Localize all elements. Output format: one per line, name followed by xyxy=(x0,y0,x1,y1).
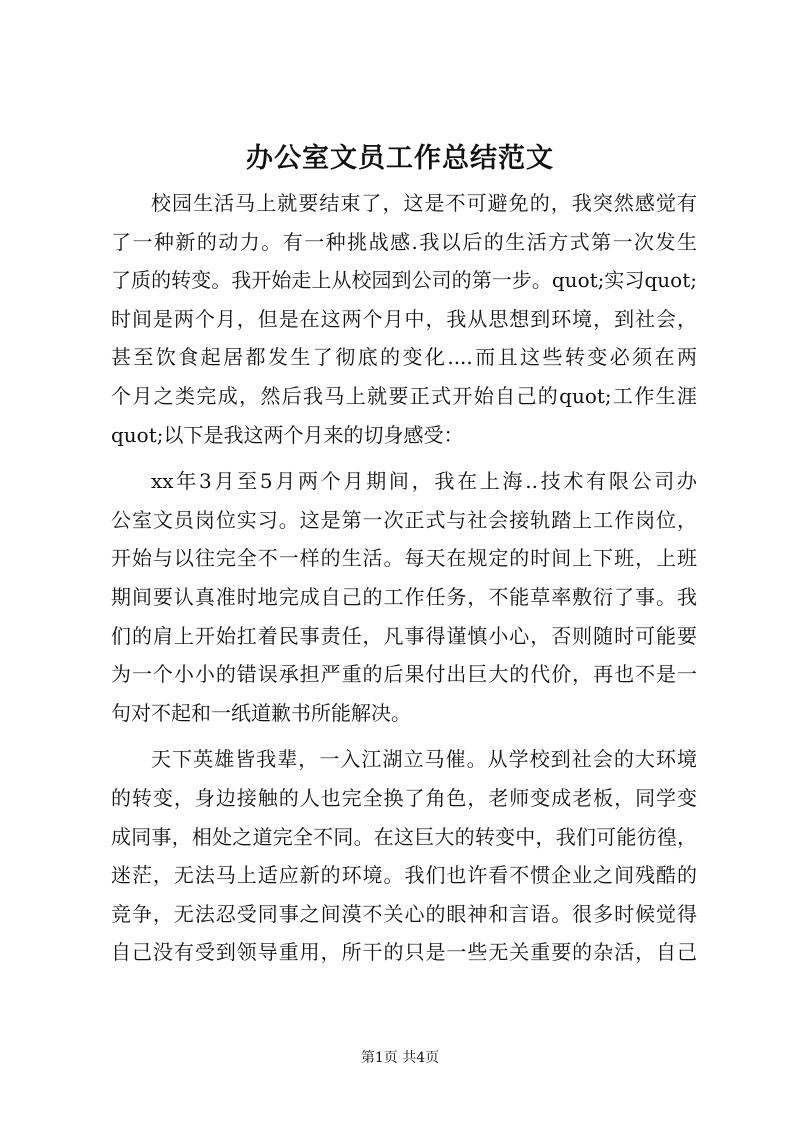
text-line: 的转变，身边接触的人也完全换了角色，老师变成老板，同学变 xyxy=(111,785,697,810)
paragraph-gap xyxy=(111,454,697,462)
paragraph xyxy=(111,462,697,732)
text-line: 为一个小小的错误承担严重的后果付出巨大的代价，再也不是一 xyxy=(111,662,697,687)
paragraph xyxy=(111,184,697,454)
text-line: 竞争，无法忍受同事之间漠不关心的眼神和言语。很多时候觉得 xyxy=(111,901,697,926)
text-line: 开始与以往完全不一样的生活。每天在规定的时间上下班，上班 xyxy=(111,546,697,571)
text-line: 期间要认真准时地完成自己的工作任务，不能草率敷衍了事。我 xyxy=(111,584,697,609)
text-line: quot;以下是我这两个月来的切身感受： xyxy=(111,422,464,447)
text-line: 迷茫，无法马上适应新的环境。我们也许看不惯企业之间残酷的 xyxy=(111,863,697,888)
text-line: 成同事，相处之道完全不同。在这巨大的转变中，我们可能彷徨， xyxy=(111,824,697,849)
text-line: 甚至饮食起居都发生了彻底的变化....而且这些转变必须在两 xyxy=(111,345,697,370)
text-line: 自己没有受到领导重用，所干的只是一些无关重要的杂活，自己 xyxy=(111,940,697,965)
text-line: 句对不起和一纸道歉书所能解决。 xyxy=(111,700,411,725)
text-line: 天下英雄皆我辈，一入江湖立马催。从学校到社会的大环境 xyxy=(151,747,697,772)
text-line: 校园生活马上就要结束了，这是不可避免的，我突然感觉有 xyxy=(151,191,697,215)
text-line: 了一种新的动力。有一种挑战感.我以后的生活方式第一次发生 xyxy=(111,229,697,254)
paragraph xyxy=(111,740,697,972)
document-body xyxy=(111,184,697,972)
text-line: 公室文员岗位实习。这是第一次正式与社会接轨踏上工作岗位， xyxy=(111,507,697,532)
text-line: 们的肩上开始扛着民事责任，凡事得谨慎小心，否则随时可能要 xyxy=(111,623,697,648)
document-title: 办公室文员工作总结范文 xyxy=(246,143,554,174)
text-line: 了质的转变。我开始走上从校园到公司的第一步。quot;实习quot; xyxy=(111,268,697,293)
text-line: xx年3月至5月两个月期间，我在上海..技术有限公司办 xyxy=(151,469,697,494)
page-footer: 第1页 共4页 xyxy=(360,1050,440,1066)
text-line: 个月之类完成，然后我马上就要正式开始自己的quot;工作生涯 xyxy=(111,383,697,408)
paragraph-gap xyxy=(111,732,697,740)
text-line: 时间是两个月，但是在这两个月中，我从思想到环境，到社会， xyxy=(111,306,697,331)
